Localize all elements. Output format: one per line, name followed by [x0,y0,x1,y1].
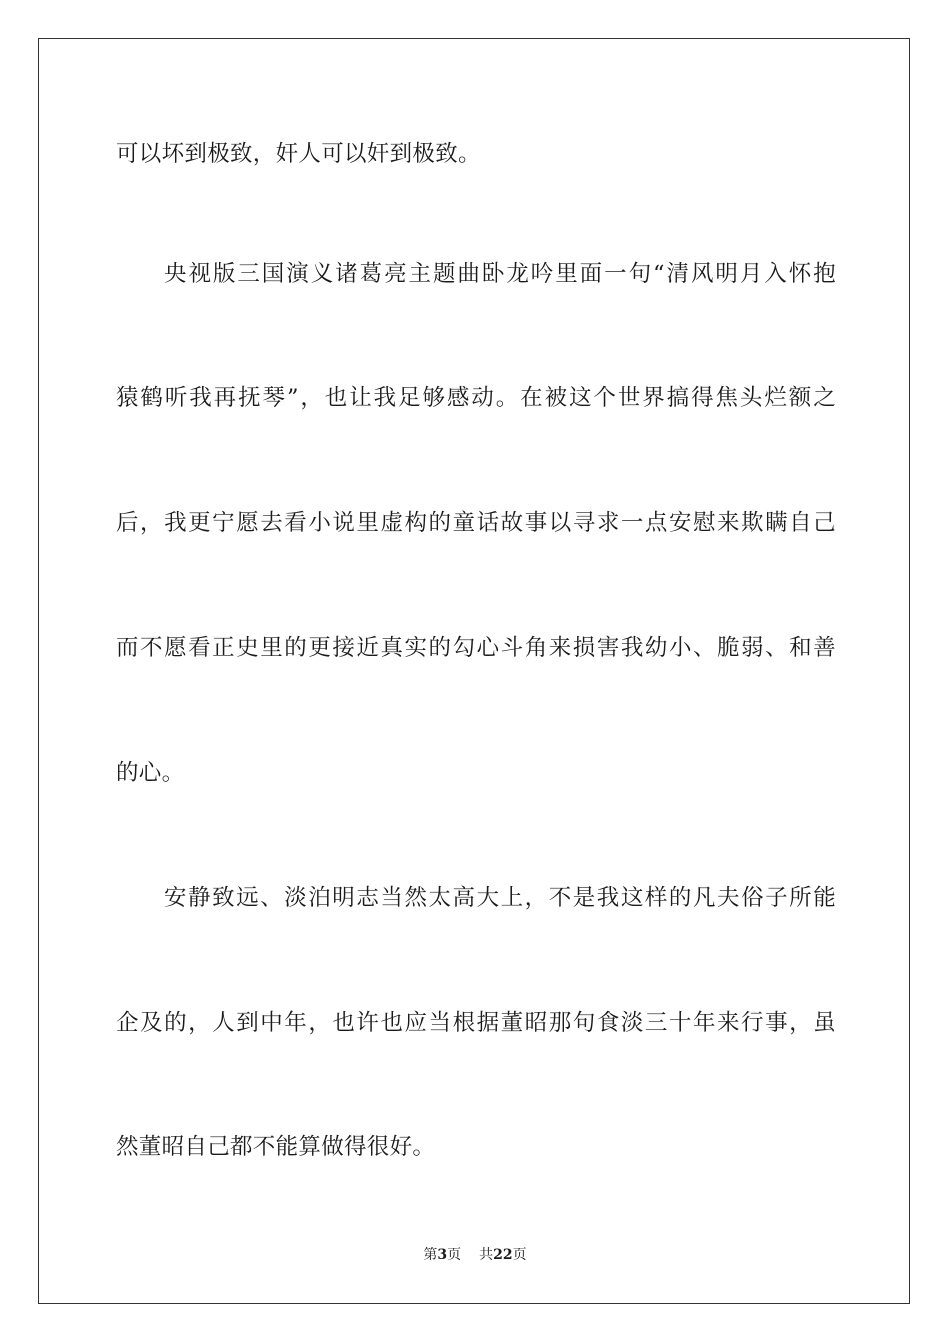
text-line: 后，我更宁愿去看小说里虚构的童话故事以寻求一点安慰来欺瞒自己 [116,510,836,536]
total-label-prefix: 共 [479,1247,494,1263]
page-label-suffix: 页 [447,1247,462,1263]
total-pages: 22 [493,1247,513,1263]
page-border [38,38,910,1304]
text-line: 企及的，人到中年，也许也应当根据董昭那句食淡三十年来行事，虽 [116,1010,836,1036]
text-line: 而不愿看正史里的更接近真实的勾心斗角来损害我幼小、脆弱、和善 [116,635,836,661]
text-line: 可以坏到极致，奸人可以奸到极致。 [116,141,481,167]
text-line: 然董昭自己都不能算做得很好。 [116,1134,436,1160]
paragraph-start-line: 央视版三国演义诸葛亮主题曲卧龙吟里面一句“清风明月入怀抱 [164,261,836,287]
page-footer [0,1245,950,1265]
text-line: 猿鹤听我再抚琴”，也让我足够感动。在被这个世界搞得焦头烂额之 [116,385,836,411]
total-label-suffix: 页 [512,1247,527,1263]
paragraph-start-line: 安静致远、淡泊明志当然太高大上，不是我这样的凡夫俗子所能 [164,885,836,911]
page-number: 3 [437,1247,448,1263]
page-label-prefix: 第 [423,1247,438,1263]
text-line: 的心。 [116,760,185,786]
